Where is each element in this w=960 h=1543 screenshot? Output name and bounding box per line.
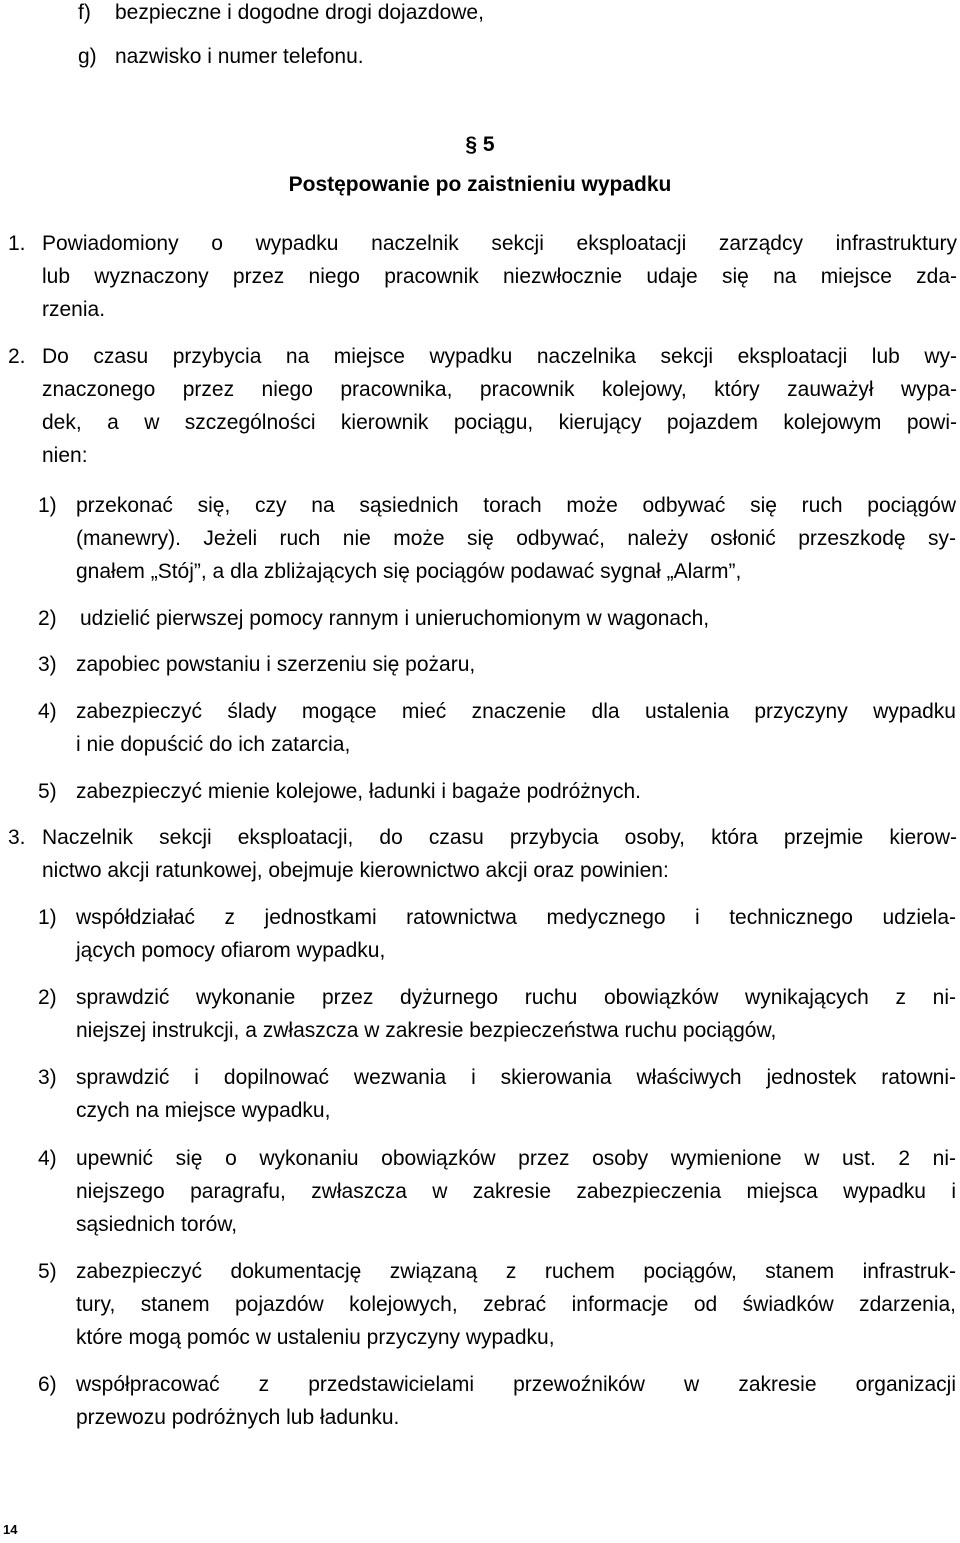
list-item-line: zabezpieczyć ślady mogące mieć znaczenie dla ustalenia przyczyny wypadku [76, 700, 956, 723]
list-marker: g) [78, 45, 97, 68]
paragraph-line: znaczonego przez niego pracownika, pracownik kolejowy, który zauważył wypa- [42, 378, 957, 401]
list-marker: f) [78, 1, 91, 24]
list-item-text: bezpieczne i dogodne drogi dojazdowe, [115, 1, 484, 24]
page-number: 14 [3, 1522, 18, 1537]
list-marker: 1) [38, 494, 57, 517]
list-marker: 1) [38, 906, 57, 929]
list-item-line: zabezpieczyć dokumentację związaną z ruchem pociągów, stanem infrastruk- [76, 1260, 956, 1283]
paragraph-marker: 1. [8, 232, 26, 255]
paragraph-line: nictwo akcji ratunkowej, obejmuje kierownictwo akcji oraz powinien: [42, 859, 669, 882]
list-marker: 5) [38, 1260, 57, 1283]
list-item-line: zabezpieczyć mienie kolejowe, ładunki i bagaże podróżnych. [76, 780, 641, 803]
paragraph-line: rzenia. [42, 298, 106, 321]
list-item-line: niejszej instrukcji, a zwłaszcza w zakresie bezpieczeństwa ruchu pociągów, [76, 1019, 777, 1042]
list-item-line: (manewry). Jeżeli ruch nie może się odbywać, należy osłonić przeszkodę sy- [76, 527, 956, 550]
list-item-line: sprawdzić wykonanie przez dyżurnego ruchu obowiązków wynikających z ni- [76, 986, 956, 1009]
list-marker: 6) [38, 1373, 57, 1396]
section-title: Postępowanie po zaistnieniu wypadku [288, 173, 672, 196]
list-item-line: sąsiednich torów, [76, 1213, 238, 1236]
list-item-line: sprawdzić i dopilnować wezwania i skierowania właściwych jednostek ratowni- [76, 1066, 956, 1089]
paragraph-line: nien: [42, 444, 88, 467]
list-item-line: przekonać się, czy na sąsiednich torach może odbywać się ruch pociągów [76, 494, 956, 517]
list-marker: 2) [38, 986, 57, 1009]
paragraph-line: dek, a w szczególności kierownik pociągu, kierujący pojazdem kolejowym powi- [42, 411, 957, 434]
paragraph-marker: 3. [8, 826, 26, 849]
list-item-line: które mogą pomóc w ustaleniu przyczyny wypadku, [76, 1326, 555, 1349]
list-item-line: niejszego paragrafu, zwłaszcza w zakresie zabezpieczenia miejsca wypadku i [76, 1180, 956, 1203]
paragraph-marker: 2. [8, 345, 26, 368]
list-marker: 3) [38, 653, 57, 676]
list-item-line: gnałem „Stój”, a dla zbliżających się pociągów podawać sygnał „Alarm”, [76, 560, 742, 583]
list-item-line: jących pomocy ofiarom wypadku, [76, 939, 386, 962]
paragraph-line: Do czasu przybycia na miejsce wypadku naczelnika sekcji eksploatacji lub wy- [42, 345, 957, 368]
list-marker: 5) [38, 780, 57, 803]
list-item-line: przewozu podróżnych lub ładunku. [76, 1406, 400, 1429]
paragraph-line: Naczelnik sekcji eksploatacji, do czasu przybycia osoby, która przejmie kierow- [42, 826, 957, 849]
list-marker: 3) [38, 1066, 57, 1089]
list-item-line: upewnić się o wykonaniu obowiązków przez osoby wymienione w ust. 2 ni- [76, 1147, 956, 1170]
list-marker: 4) [38, 700, 57, 723]
list-item-line: tury, stanem pojazdów kolejowych, zebrać informacje od świadków zdarzenia, [76, 1293, 956, 1316]
list-item-line: zapobiec powstaniu i szerzeniu się pożaru, [76, 653, 476, 676]
list-marker: 4) [38, 1147, 57, 1170]
list-item-line: i nie dopuścić do ich zatarcia, [76, 733, 351, 756]
list-item-line: współpracować z przedstawicielami przewoźników w zakresie organizacji [76, 1373, 956, 1396]
list-item-line: udzielić pierwszej pomocy rannym i unieruchomionym w wagonach, [80, 607, 710, 630]
paragraph-line: Powiadomiony o wypadku naczelnik sekcji eksploatacji zarządcy infrastruktury [42, 232, 957, 255]
paragraph-line: lub wyznaczony przez niego pracownik niezwłocznie udaje się na miejsce zda- [42, 265, 957, 288]
list-item-text: nazwisko i numer telefonu. [115, 45, 364, 68]
list-item-line: czych na miejsce wypadku, [76, 1099, 331, 1122]
section-number: § 5 [465, 133, 495, 156]
list-item-line: współdziałać z jednostkami ratownictwa medycznego i technicznego udziela- [76, 906, 956, 929]
list-marker: 2) [38, 607, 57, 630]
